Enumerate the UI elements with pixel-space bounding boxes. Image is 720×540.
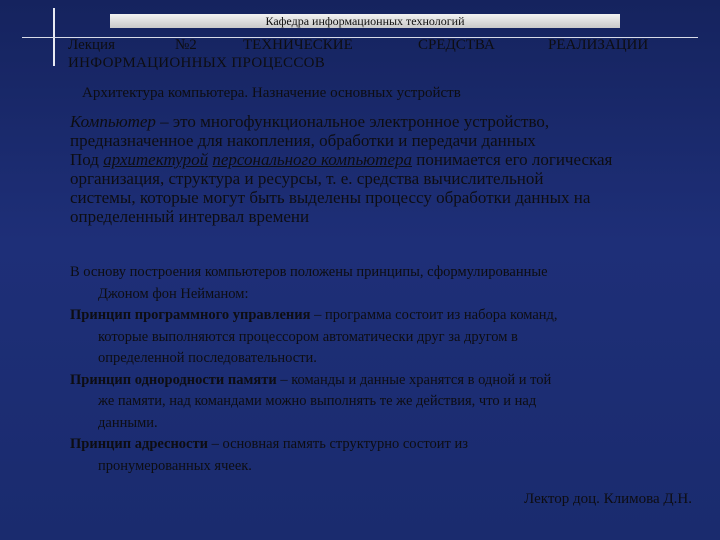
- term-pc: персонального компьютера: [212, 150, 412, 169]
- principle-1-title: Принцип программного управления: [70, 307, 311, 323]
- definition-line-6: определенный интервал времени: [70, 207, 310, 226]
- title-word-3: РЕАЛИЗАЦИИ: [548, 37, 649, 53]
- definition-line-5: системы, которые могут быть выделены процессу обработки данных на: [70, 188, 591, 207]
- under-prefix: Под: [70, 150, 99, 169]
- principles-intro-2: Джоном фон Нейманом:: [98, 285, 249, 302]
- title-line-2: ИНФОРМАЦИОННЫХ ПРОЦЕССОВ: [68, 55, 326, 71]
- definition-line-1: [70, 112, 692, 131]
- principle-2-cont-2: данными.: [98, 414, 158, 431]
- title-word-1: ТЕХНИЧЕСКИЕ: [243, 37, 353, 53]
- lecture-number: №2: [175, 37, 197, 53]
- principle-2-title: Принцип однородности памяти: [70, 371, 277, 388]
- principle-3-cont: пронумерованных ячеек.: [98, 457, 252, 474]
- principle-3-text: – основная память структурно состоит из: [207, 436, 468, 452]
- principles-intro: В основу построения компьютеров положены принципы, сформулированные: [70, 264, 548, 280]
- principle-3: [70, 434, 700, 456]
- author: Лектор доц. Климова Д.Н.: [524, 491, 692, 507]
- lecture-label: Лекция: [68, 37, 115, 53]
- principle-1: [70, 305, 700, 327]
- institution-label: Кафедра информационных технологий: [265, 14, 465, 28]
- principle-1-cont-2: определенной последовательности.: [98, 350, 317, 366]
- principle-2-text: – команды и данные хранятся в одной и той: [276, 371, 552, 388]
- subtitle: Архитектура компьютера. Назначение основных устройств: [82, 85, 461, 101]
- title-word-2: СРЕДСТВА: [418, 37, 495, 53]
- under-rest: понимается его логическая: [416, 150, 613, 169]
- principle-2-cont: же памяти, над командами можно выполнять те же действия, что и над: [98, 393, 537, 409]
- definition-line-3: [70, 150, 692, 169]
- principle-1-text: – программа состоит из набора команд,: [310, 307, 558, 323]
- term-computer: Компьютер: [70, 112, 156, 131]
- definition-line-2: предназначенное для накопления, обработки и передачи данных: [70, 131, 536, 150]
- term-architecture: архитектурой: [103, 150, 209, 169]
- principle-2: [70, 370, 700, 392]
- principle-3-title: Принцип адресности: [70, 436, 208, 452]
- principles-paragraph: [70, 262, 700, 477]
- principle-1-cont: которые выполняются процессором автоматически друг за другом в: [98, 328, 518, 345]
- definition-line-4: организация, структура и ресурсы, т. е. средства вычислительной: [70, 169, 544, 188]
- definition-dash-text: – это многофункциональное электронное устройство,: [160, 112, 550, 131]
- definition-paragraph: [70, 112, 692, 226]
